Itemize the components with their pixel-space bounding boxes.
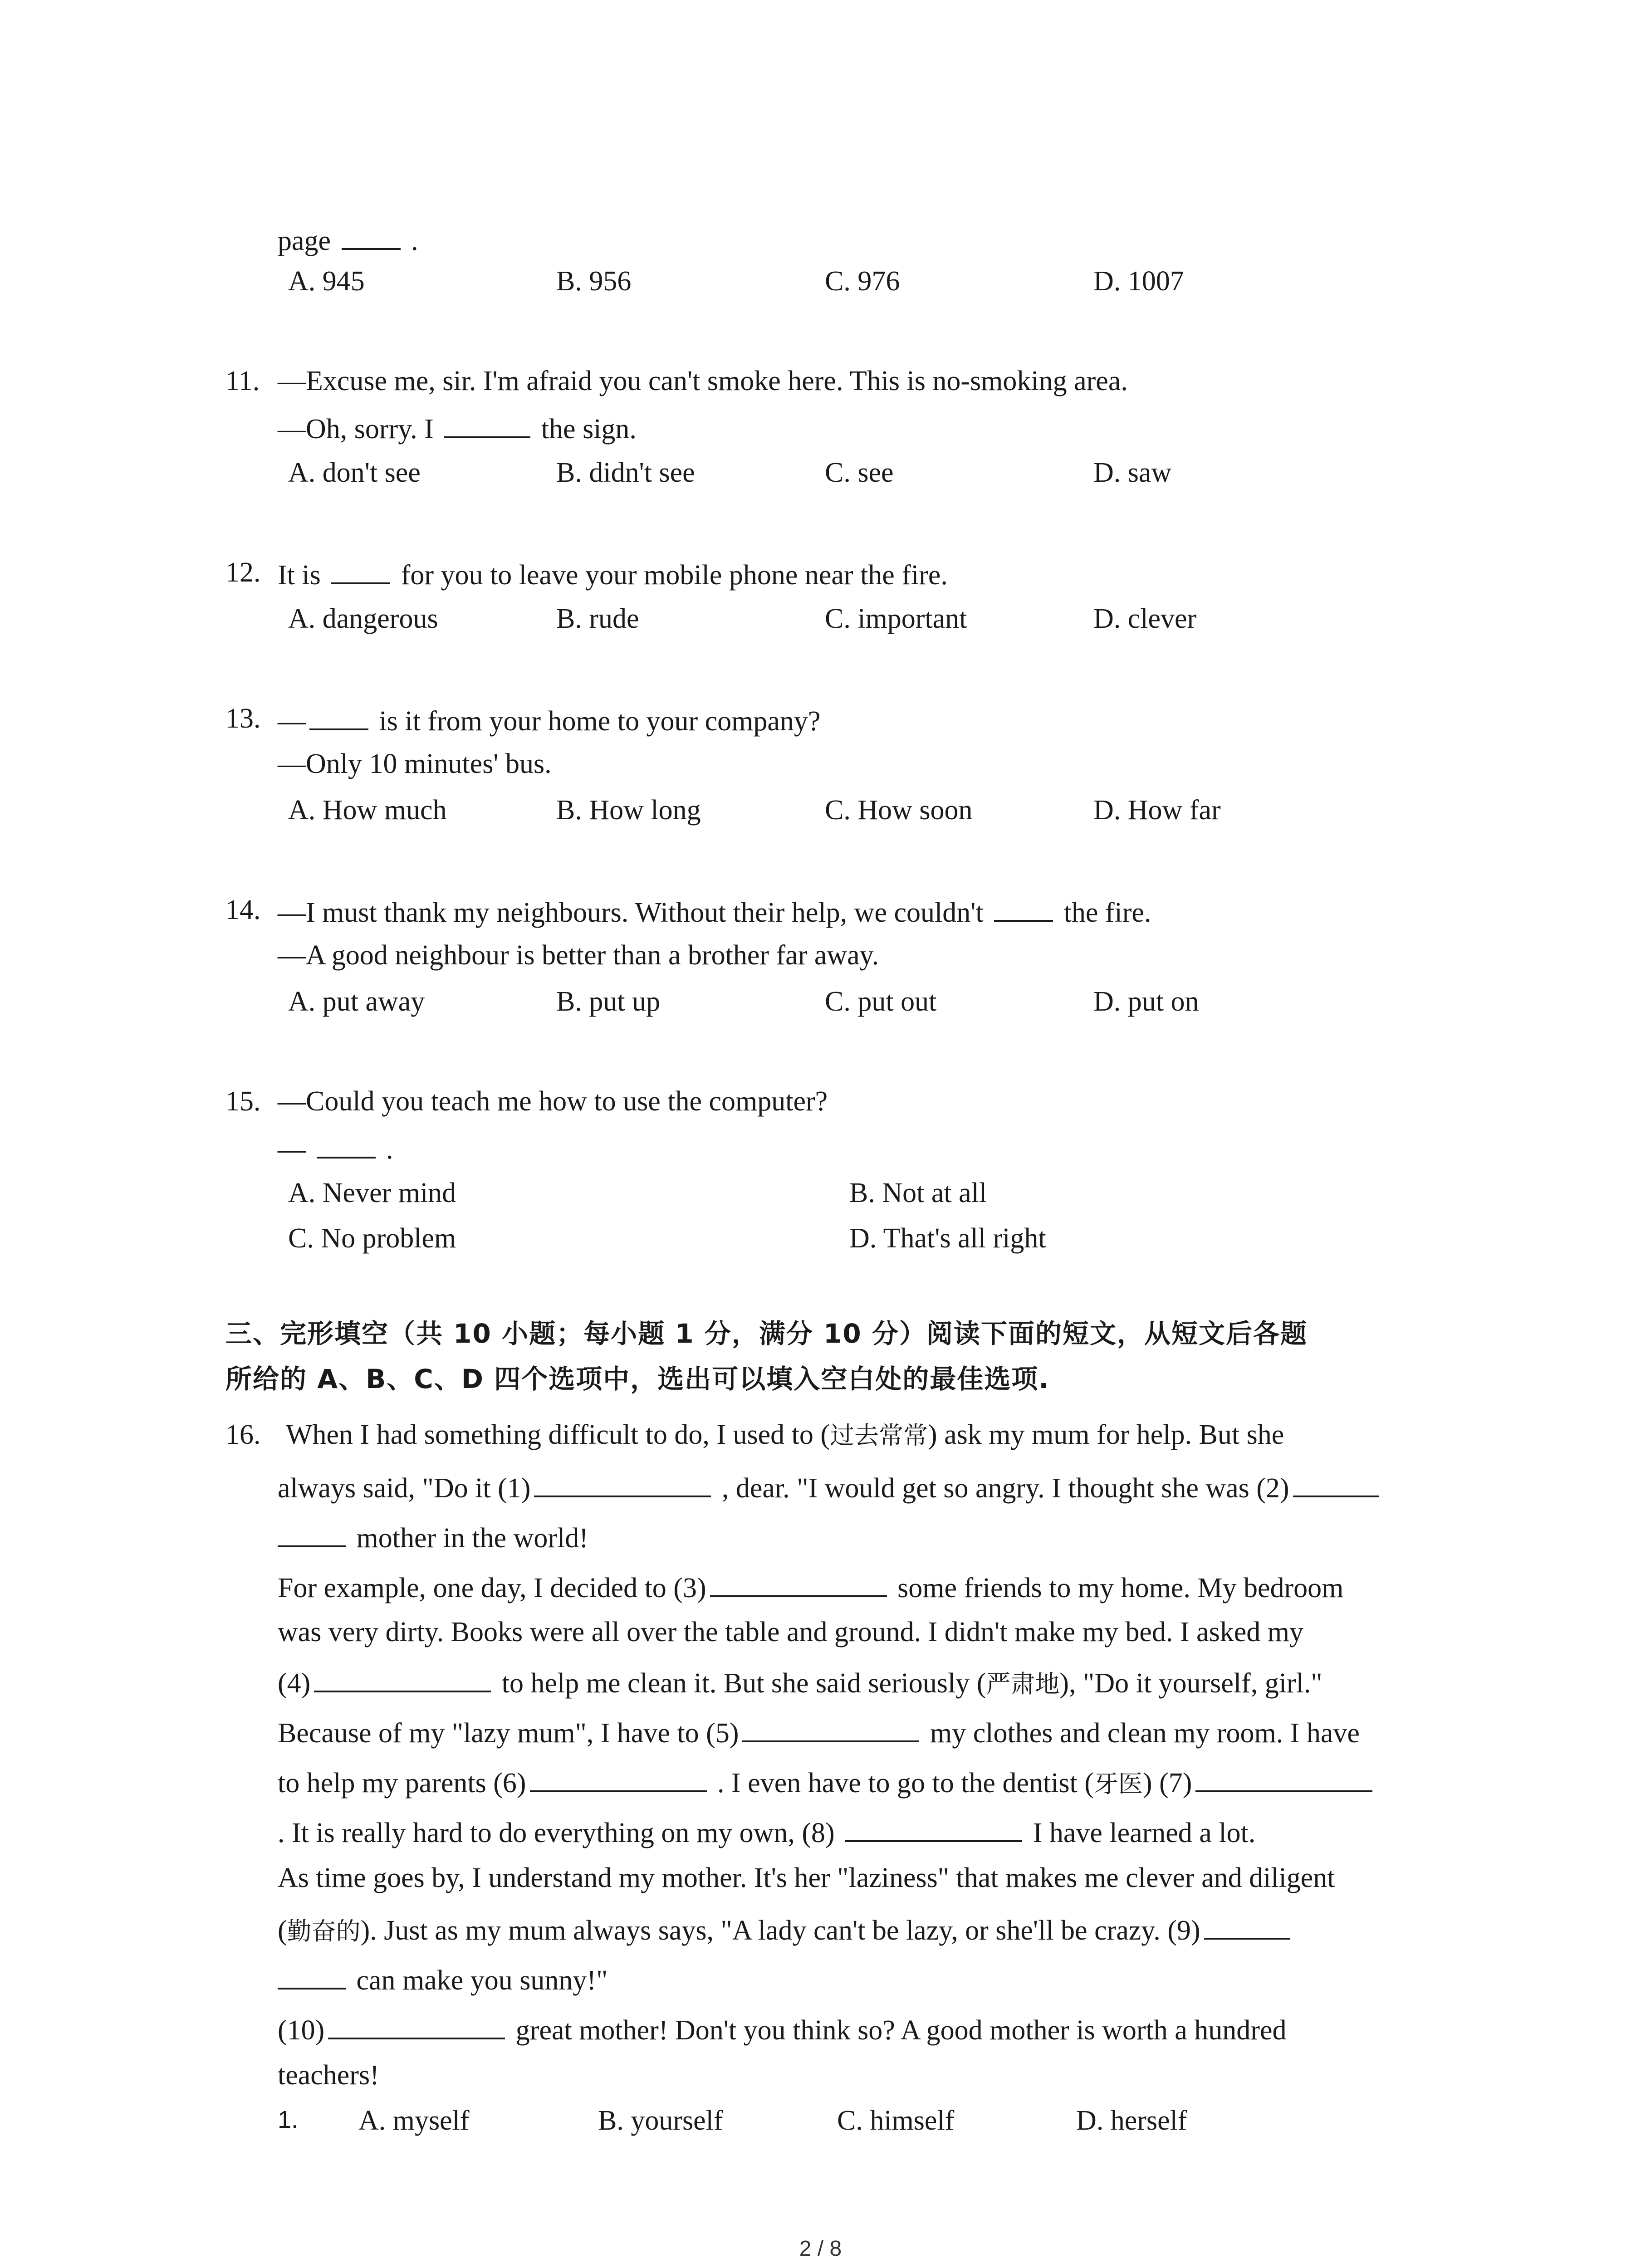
answer-blank [444, 408, 530, 438]
q16-passage-line5: was very dirty. Books were all over the table and ground. I didn't make my bed. I asked my [278, 1617, 1303, 1647]
q16-sub1-option-c: C. himself [837, 2105, 955, 2136]
q15-option-c: C. No problem [288, 1223, 456, 1254]
answer-blank-5 [742, 1712, 919, 1742]
q11-option-a: A. don't see [288, 457, 421, 488]
q15-option-a: A. Never mind [288, 1178, 456, 1208]
page-number: 2 / 8 [799, 2237, 842, 2261]
q15-number: 15. [225, 1086, 261, 1117]
answer-blank-7 [1195, 1762, 1372, 1792]
q13-line2: —Only 10 minutes' bus. [278, 748, 552, 779]
q15-option-d: D. That's all right [849, 1223, 1046, 1254]
q13-option-c: C. How soon [825, 795, 973, 826]
q13-line1: — is it from your home to your company? [278, 700, 820, 739]
answer-blank-9-continued [278, 1960, 346, 1989]
q16-passage-line4: For example, one day, I decided to (3) some friends to my home. My bedroom [278, 1567, 1343, 1606]
q14-option-d: D. put on [1093, 986, 1199, 1017]
q16-sub1-number: 1. [278, 2106, 299, 2133]
q16-passage-line2: always said, "Do it (1) , dear. "I would get so angry. I thought she was (2) [278, 1467, 1383, 1506]
q16-passage-line1: When I had something difficult to do, I used to (过去常常) ask my mum for help. But she [286, 1419, 1284, 1450]
q12-option-d: D. clever [1093, 603, 1197, 634]
answer-blank [317, 1129, 376, 1158]
q10-option-c: C. 976 [825, 266, 900, 297]
answer-blank-2 [1293, 1467, 1379, 1497]
q11-option-c: C. see [825, 457, 894, 488]
q10-option-a: A. 945 [288, 266, 365, 297]
answer-blank [331, 554, 390, 584]
q14-line1: —I must thank my neighbours. Without their help, we couldn't the fire. [278, 892, 1151, 931]
q10-option-b: B. 956 [556, 266, 632, 297]
q13-option-d: D. How far [1093, 795, 1221, 826]
answer-blank [309, 700, 368, 730]
q13-option-a: A. How much [288, 795, 447, 826]
answer-blank [342, 220, 401, 250]
q16-sub1-option-b: B. yourself [598, 2105, 723, 2136]
q16-passage-line12: can make you sunny!" [278, 1960, 607, 1999]
q12-option-c: C. important [825, 603, 967, 634]
q11-line2: —Oh, sorry. I the sign. [278, 408, 637, 447]
q10-option-d: D. 1007 [1093, 266, 1184, 297]
q16-passage-line6: (4) to help me clean it. But she said seriously (严肃地), "Do it yourself, girl." [278, 1662, 1323, 1702]
answer-blank-8 [845, 1812, 1022, 1842]
answer-blank-2-continued [278, 1517, 346, 1547]
answer-blank [994, 892, 1053, 922]
q16-sub1-option-a: A. myself [358, 2105, 470, 2136]
q16-passage-line13: (10) great mother! Don't you think so? A good mother is worth a hundred [278, 2009, 1286, 2048]
q16-passage-line11: (勤奋的). Just as my mum always says, "A lady can't be lazy, or she'll be crazy. (9) [278, 1910, 1294, 1950]
q11-option-d: D. saw [1093, 457, 1172, 488]
answer-blank-9 [1204, 1910, 1290, 1940]
q12-number: 12. [225, 557, 261, 588]
q16-passage-line14: teachers! [278, 2060, 379, 2091]
q16-passage-line10: As time goes by, I understand my mother. It's her "laziness" that makes me clever and diligent [278, 1862, 1335, 1893]
q10-stem: page . [278, 220, 418, 259]
q16-number: 16. [225, 1419, 261, 1450]
q13-number: 13. [225, 703, 261, 734]
q12-option-a: A. dangerous [288, 603, 438, 634]
q15-option-b: B. Not at all [849, 1178, 987, 1208]
section3-heading-line2: 所给的 A、B、C、D 四个选项中，选出可以填入空白处的最佳选项. [225, 1364, 1050, 1394]
answer-blank-10 [328, 2009, 505, 2039]
q14-option-a: A. put away [288, 986, 425, 1017]
answer-blank-4 [314, 1662, 491, 1692]
answer-blank-1 [534, 1467, 711, 1497]
q14-option-c: C. put out [825, 986, 937, 1017]
q12-option-b: B. rude [556, 603, 639, 634]
q12-line1: It is for you to leave your mobile phone near the fire. [278, 554, 948, 593]
q16-passage-line3: mother in the world! [278, 1517, 588, 1556]
answer-blank-3 [710, 1567, 887, 1597]
q13-option-b: B. How long [556, 795, 701, 826]
q11-line1: —Excuse me, sir. I'm afraid you can't smoke here. This is no-smoking area. [278, 366, 1128, 396]
q11-option-b: B. didn't see [556, 457, 695, 488]
q16-passage-line7: Because of my "lazy mum", I have to (5) my clothes and clean my room. I have [278, 1712, 1360, 1751]
q16-sub1-option-d: D. herself [1076, 2105, 1187, 2136]
answer-blank-6 [530, 1762, 707, 1792]
q14-option-b: B. put up [556, 986, 661, 1017]
q14-line2: —A good neighbour is better than a brother far away. [278, 940, 879, 971]
q14-number: 14. [225, 894, 261, 925]
q11-number: 11. [225, 366, 260, 396]
q15-line2: — . [278, 1129, 393, 1168]
q16-passage-line9: . It is really hard to do everything on my own, (8) I have learned a lot. [278, 1812, 1255, 1851]
section3-heading-line1: 三、完形填空（共 10 小题；每小题 1 分，满分 10 分）阅读下面的短文，从短文后各题 [225, 1318, 1308, 1349]
q16-passage-line8: to help my parents (6) . I even have to go to the dentist (牙医) (7) [278, 1762, 1376, 1802]
q15-line1: —Could you teach me how to use the computer? [278, 1086, 828, 1117]
